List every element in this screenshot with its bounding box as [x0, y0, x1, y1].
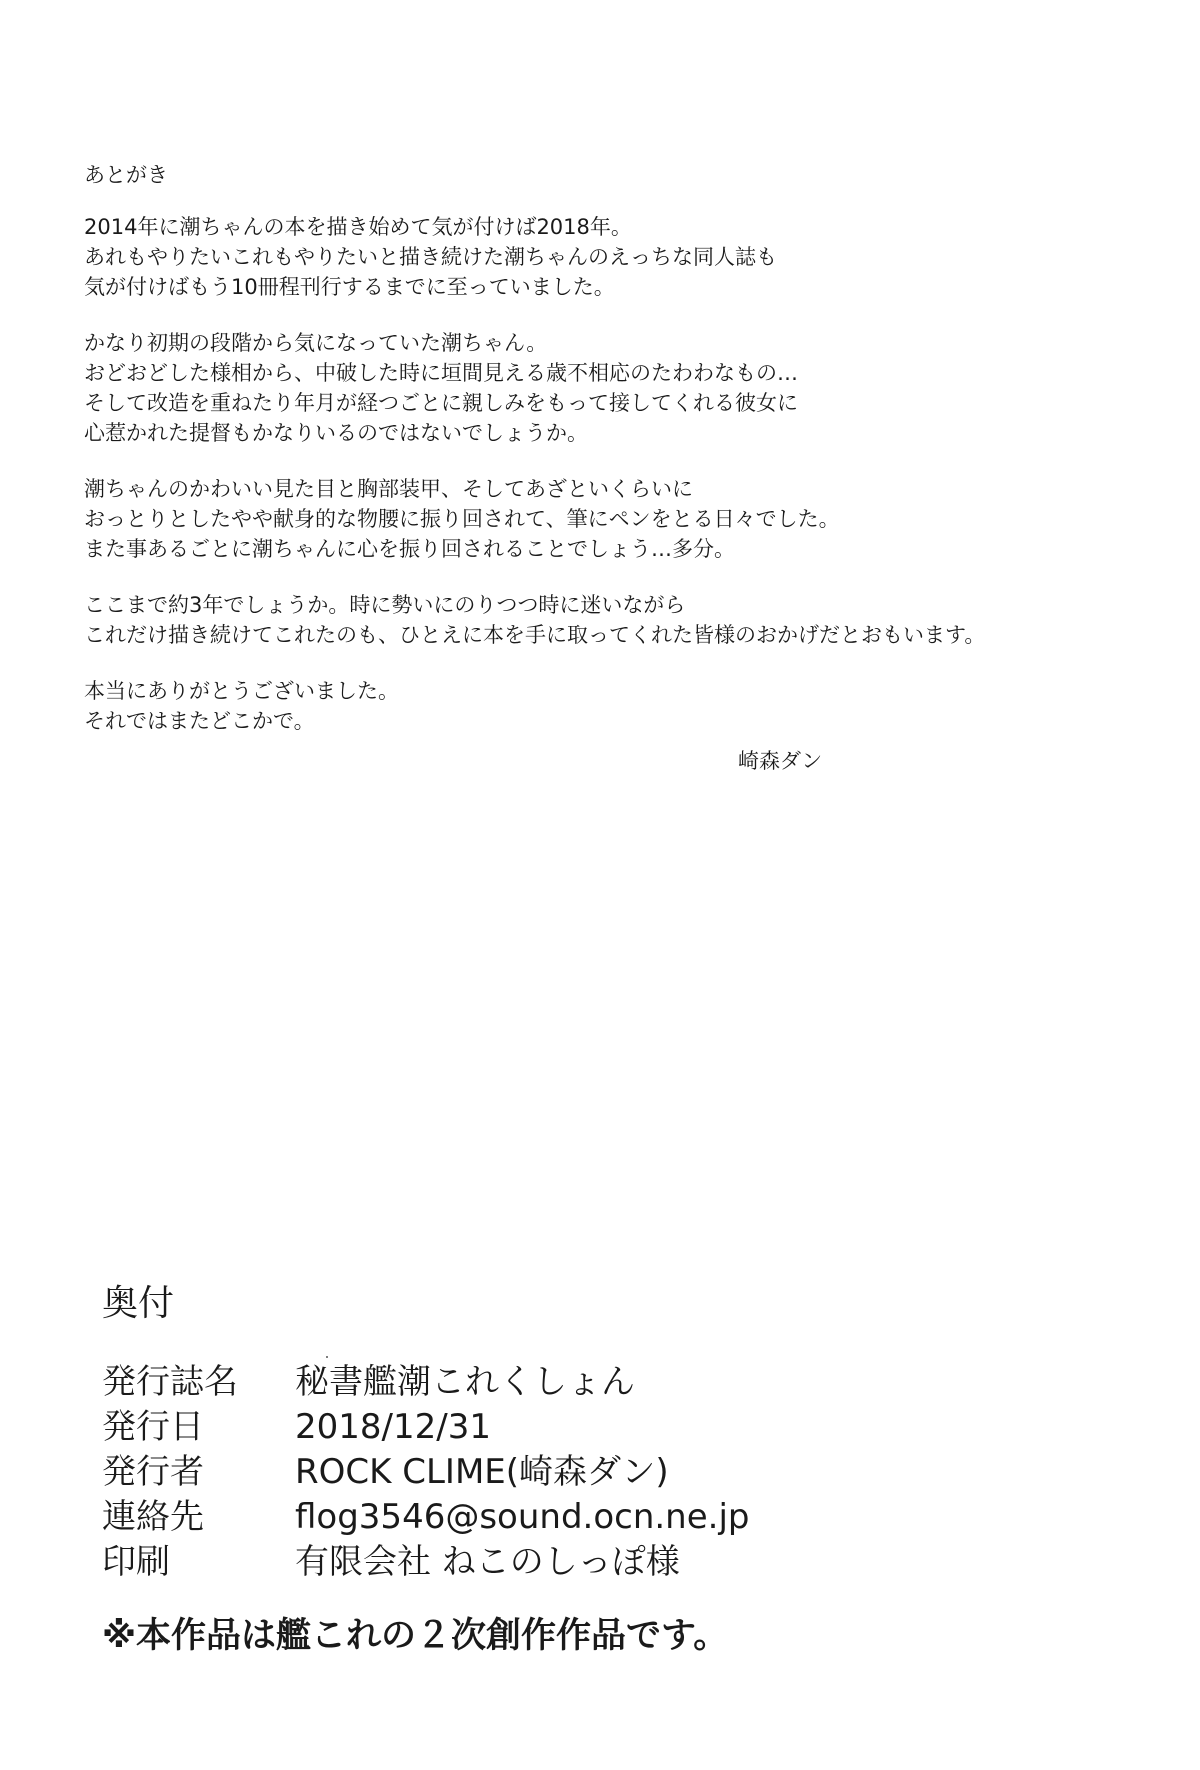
- colophon-title: 奥付: [102, 1283, 175, 1324]
- afterword-line: これだけ描き続けてこれたのも、ひとえに本を手に取ってくれた皆様のおかげだとおもいます。: [84, 623, 986, 647]
- afterword-line: ここまで約3年でしょうか。時に勢いにのりつつ時に迷いながら: [84, 593, 686, 617]
- colophon-label: 発行日: [102, 1407, 204, 1447]
- afterword-line: また事あるごとに潮ちゃんに心を振り回されることでしょう…多分。: [84, 537, 735, 561]
- colophon-row-date: [102, 1405, 1142, 1450]
- colophon-section: [102, 1282, 1142, 1659]
- colophon-value: 秘書艦潮これくしょん: [295, 1362, 635, 1402]
- colophon-value: 有限会社 ねこのしっぽ様: [295, 1542, 680, 1582]
- colophon-label: 発行誌名: [102, 1362, 238, 1402]
- afterword-line: おっとりとしたやや献身的な物腰に振り回されて、筆にペンをとる日々でした。: [84, 507, 840, 531]
- afterword-paragraph: [84, 590, 1124, 650]
- colophon-row-printer: [102, 1540, 1142, 1585]
- colophon-row-publisher: [102, 1450, 1142, 1495]
- afterword-line: そして改造を重ねたり年月が経つごとに親しみをもって接してくれる彼女に: [84, 391, 798, 415]
- colophon-label: 発行者: [102, 1452, 204, 1492]
- afterword-line: かなり初期の段階から気になっていた潮ちゃん。: [84, 331, 548, 355]
- colophon-label: 連絡先: [102, 1497, 204, 1537]
- afterword-line: おどおどした様相から、中破した時に垣間見える歳不相応のたわわなもの…: [84, 361, 798, 385]
- afterword-line: 潮ちゃんのかわいい見た目と胸部装甲、そしてあざといくらいに: [84, 477, 693, 501]
- afterword-section: [84, 160, 1124, 762]
- colophon-row-title: [102, 1360, 1142, 1405]
- colophon-value: 2018/12/31: [295, 1407, 491, 1447]
- afterword-line: 2014年に潮ちゃんの本を描き始めて気が付けば2018年。: [84, 215, 632, 239]
- afterword-title: あとがき: [84, 163, 168, 187]
- afterword-paragraph: [84, 328, 1124, 448]
- colophon-label: 印刷: [102, 1542, 170, 1582]
- colophon-row-contact: [102, 1495, 1142, 1540]
- afterword-line: 心惹かれた提督もかなりいるのではないでしょうか。: [84, 421, 588, 445]
- afterword-paragraph: [84, 676, 1124, 736]
- afterword-paragraph: [84, 474, 1124, 564]
- colophon-value: ROCK CLIME(崎森ダン): [295, 1452, 669, 1492]
- afterword-line: 本当にありがとうございました。: [84, 679, 399, 703]
- afterword-line: 気が付けばもう10冊程刊行するまでに至っていました。: [84, 275, 615, 299]
- author-signature: 崎森ダン: [738, 749, 823, 773]
- derivative-work-note: ※本作品は艦これの２次創作作品です。: [102, 1616, 729, 1656]
- afterword-line: それではまたどこかで。: [84, 709, 315, 733]
- afterword-line: あれもやりたいこれもやりたいと描き続けた潮ちゃんのえっちな同人誌も: [84, 245, 777, 269]
- colophon-value: flog3546@sound.ocn.ne.jp: [295, 1497, 750, 1537]
- afterword-paragraph: [84, 212, 1124, 302]
